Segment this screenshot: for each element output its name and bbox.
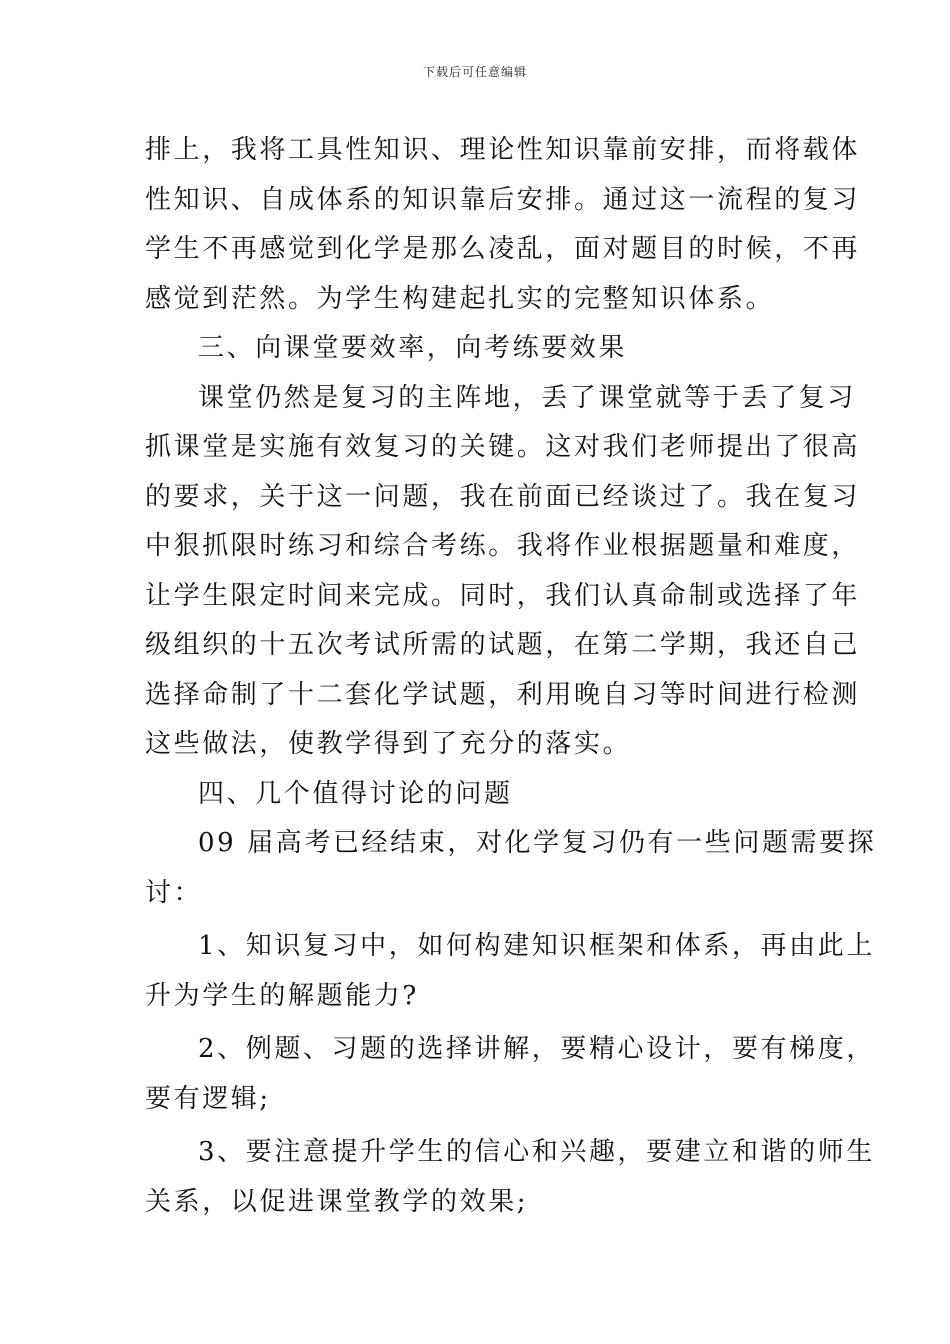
paragraph-discussion-intro (145, 819, 877, 918)
text-line: 学生不再感觉到化学是那么凌乱，面对题目的时候，不再 (145, 234, 861, 264)
text-line: 中狠抓限时练习和综合考练。我将作业根据题量和难度， (145, 531, 861, 561)
section-heading-4 (145, 770, 810, 820)
text-line: 讨： (145, 877, 203, 908)
text-line: 课堂仍然是复习的主阵地，丢了课堂就等于丢了复习 (198, 382, 856, 413)
text-line: 让学生限定时间来完成。同时，我们认真命制或选择了年 (145, 580, 861, 611)
page-header: 下载后可任意编辑 (422, 65, 527, 79)
heading-text: 四、几个值得讨论的问题 (198, 778, 513, 809)
paragraph-continuation (145, 126, 861, 324)
text-line: 选择命制了十二套化学试题，利用晚自习等时间进行检测 (145, 679, 861, 710)
paragraph-classroom (145, 374, 861, 770)
text-line: 升为学生的解题能力? (145, 980, 419, 1011)
list-item-1 (145, 922, 875, 1021)
text-line: 排上，我将工具性知识、理论性知识靠前安排，而将载体 (145, 135, 861, 165)
text-line: 要有逻辑; (145, 1083, 271, 1114)
text-line: 抓课堂是实施有效复习的关键。这对我们老师提出了很高 (145, 432, 861, 462)
text-line: 1、知识复习中，如何构建知识框架和体系，再由此上 (198, 931, 875, 961)
text-line: 的要求，关于这一问题，我在前面已经谈过了。我在复习 (145, 481, 861, 512)
section-heading-3 (145, 324, 810, 374)
text-line: 级组织的十五次考试所需的试题，在第二学期，我还自己 (145, 630, 861, 660)
text-line: 这些做法，使教学得到了充分的落实。 (145, 729, 632, 759)
text-line: 09 届高考已经结束，对化学复习仍有一些问题需要探 (198, 828, 877, 858)
heading-text: 三、向课堂要效率，向考练要效果 (198, 333, 628, 363)
document-body (145, 126, 877, 1227)
list-item-2 (145, 1025, 875, 1124)
text-line: 感觉到茫然。为学生构建起扎实的完整知识体系。 (145, 283, 775, 314)
text-line: 3、要注意提升学生的信心和兴趣，要建立和谐的师生 (198, 1137, 875, 1167)
text-line: 关系，以促进课堂教学的效果; (145, 1186, 529, 1217)
list-item-3 (145, 1128, 875, 1227)
text-line: 2、例题、习题的选择讲解，要精心设计，要有梯度， (198, 1034, 875, 1064)
text-line: 性知识、自成体系的知识靠后安排。通过这一流程的复习 (145, 184, 861, 215)
